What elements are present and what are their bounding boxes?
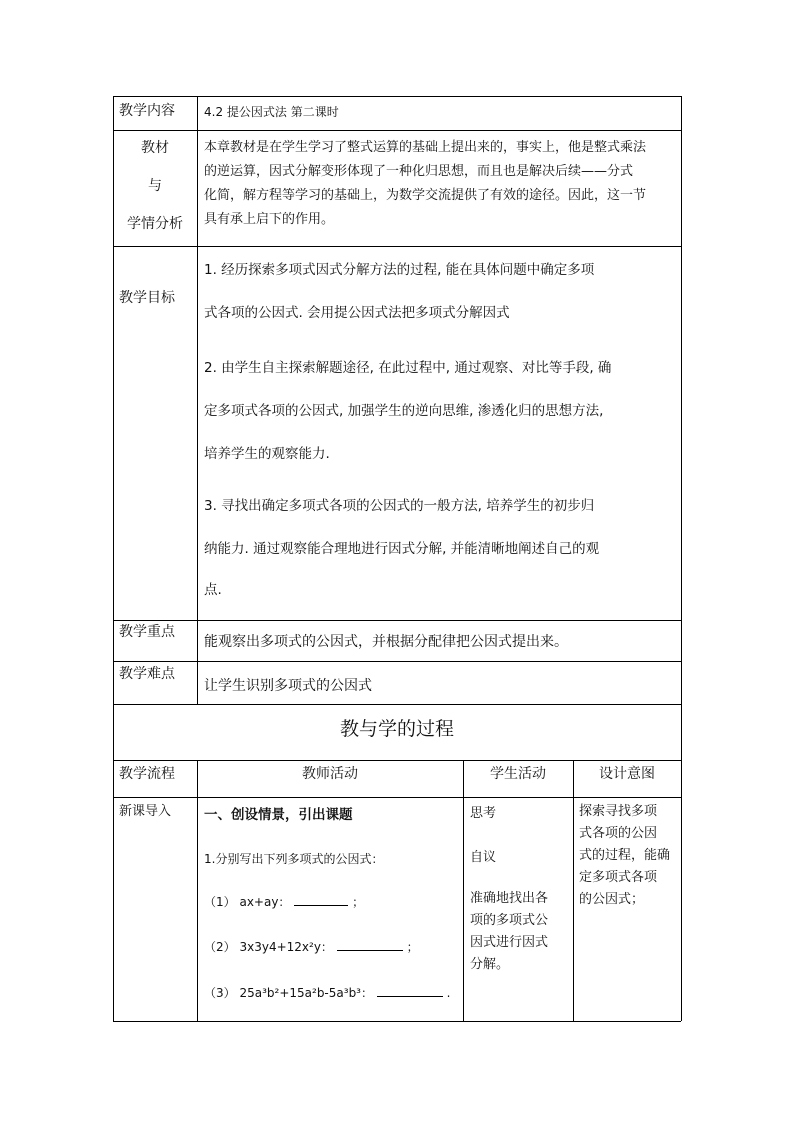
row-divider — [113, 661, 681, 662]
exercise-expression: ax+ay： — [239, 895, 291, 909]
exercise-item — [204, 938, 419, 956]
goal-line: 纳能力. 通过观察能合理地进行因式分解, 并能清晰地阐述自己的观 — [204, 541, 600, 557]
goal-line: 1. 经历探索多项式因式分解方法的过程, 能在具体问题中确定多项 — [204, 262, 595, 278]
analysis-label-line: 学情分析 — [127, 216, 183, 232]
content-value: 4.2 提公因式法 第二课时 — [204, 105, 339, 119]
difficulty-label: 教学难点 — [119, 666, 175, 682]
exercise-number: （1） — [204, 895, 236, 909]
intro-task: 1.分别写出下列多项式的公因式： — [204, 852, 384, 866]
intro-stage: 新课导入 — [119, 804, 172, 819]
column-divider — [463, 760, 464, 1021]
answer-blank — [337, 938, 403, 951]
student-activity-line: 项的多项式公 — [470, 913, 549, 928]
analysis-label — [113, 138, 197, 234]
exercise-number: （3） — [204, 986, 236, 1000]
header-teacher: 教师活动 — [302, 766, 358, 782]
column-divider — [573, 760, 574, 1021]
goal-line: 定多项式各项的公因式, 加强学生的逆向思维, 渗透化归的思想方法, — [204, 403, 604, 419]
row-divider — [113, 760, 681, 761]
student-activity-factor — [470, 888, 570, 976]
process-title: 教与学的过程 — [339, 718, 454, 740]
row-divider — [113, 620, 681, 621]
design-intent — [579, 801, 679, 911]
analysis-text — [204, 136, 678, 232]
exercise-item — [204, 893, 364, 911]
analysis-text-line: 的逆运算，因式分解变形体现了一种化归思想，而且也是解决后续——分式 — [204, 164, 634, 179]
goal-line: 式各项的公因式. 会用提公因式法把多项式分解因式 — [204, 305, 510, 321]
key-point-value: 能观察出多项式的公因式，并根据分配律把公因式提出来。 — [204, 634, 568, 650]
row-divider — [113, 246, 681, 247]
goal-line: 2. 由学生自主探索解题途径, 在此过程中, 通过观察、对比等手段, 确 — [204, 360, 612, 376]
analysis-text-line: 具有承上启下的作用。 — [204, 212, 335, 227]
row-divider — [113, 797, 681, 798]
design-intent-line: 式的过程，能确 — [579, 848, 671, 863]
analysis-label-line: 教材 — [141, 140, 169, 156]
column-divider — [197, 760, 198, 1021]
student-activity-discuss: 自议 — [470, 850, 497, 865]
difficulty-value: 让学生识别多项式的公因式 — [204, 678, 372, 694]
student-activity-line: 分解。 — [470, 957, 510, 972]
header-intent: 设计意图 — [599, 766, 655, 782]
exercise-expression: 25a³b²+15a²b-5a³b³： — [239, 986, 373, 1000]
header-flow: 教学流程 — [119, 766, 175, 782]
goals-label: 教学目标 — [119, 290, 175, 306]
content-label: 教学内容 — [119, 103, 175, 119]
design-intent-line: 探索寻找多项 — [579, 804, 658, 819]
exercise-tail: . — [446, 986, 451, 1000]
exercise-number: （2） — [204, 940, 236, 954]
student-activity-line: 准确地找出各 — [470, 891, 549, 906]
analysis-text-line: 本章教材是在学生学习了整式运算的基础上提出来的，事实上，他是整式乘法 — [204, 140, 647, 155]
design-intent-line: 式各项的公因 — [579, 826, 658, 841]
student-activity-think: 思考 — [470, 806, 497, 821]
exercise-tail: ； — [352, 895, 365, 909]
table-border-left — [113, 96, 114, 1021]
analysis-label-line: 与 — [148, 178, 162, 194]
design-intent-line: 的公因式； — [579, 892, 645, 907]
goal-line: 3. 寻找出确定多项式各项的公因式的一般方法, 培养学生的初步归 — [204, 498, 595, 514]
exercise-expression: 3x3y4+12x²y： — [239, 940, 333, 954]
exercise-item — [204, 984, 450, 1002]
table-border-bottom — [113, 1021, 681, 1022]
table-border-top — [113, 96, 681, 97]
student-activity-line: 因式进行因式 — [470, 935, 549, 950]
answer-blank — [294, 893, 348, 906]
intro-heading: 一、创设情景，引出课题 — [204, 807, 353, 823]
key-point-label: 教学重点 — [119, 624, 175, 640]
exercise-tail: ； — [406, 940, 419, 954]
column-divider — [197, 96, 198, 704]
goal-line: 点. — [204, 582, 222, 598]
header-student: 学生活动 — [490, 766, 546, 782]
answer-blank — [377, 984, 443, 997]
row-divider — [113, 704, 681, 705]
row-divider — [113, 130, 681, 131]
design-intent-line: 定多项式各项 — [579, 870, 658, 885]
goal-line: 培养学生的观察能力. — [204, 446, 330, 462]
table-border-right — [681, 96, 682, 1021]
analysis-text-line: 化简，解方程等学习的基础上，为数学交流提供了有效的途径。因此，这一节 — [204, 188, 647, 203]
